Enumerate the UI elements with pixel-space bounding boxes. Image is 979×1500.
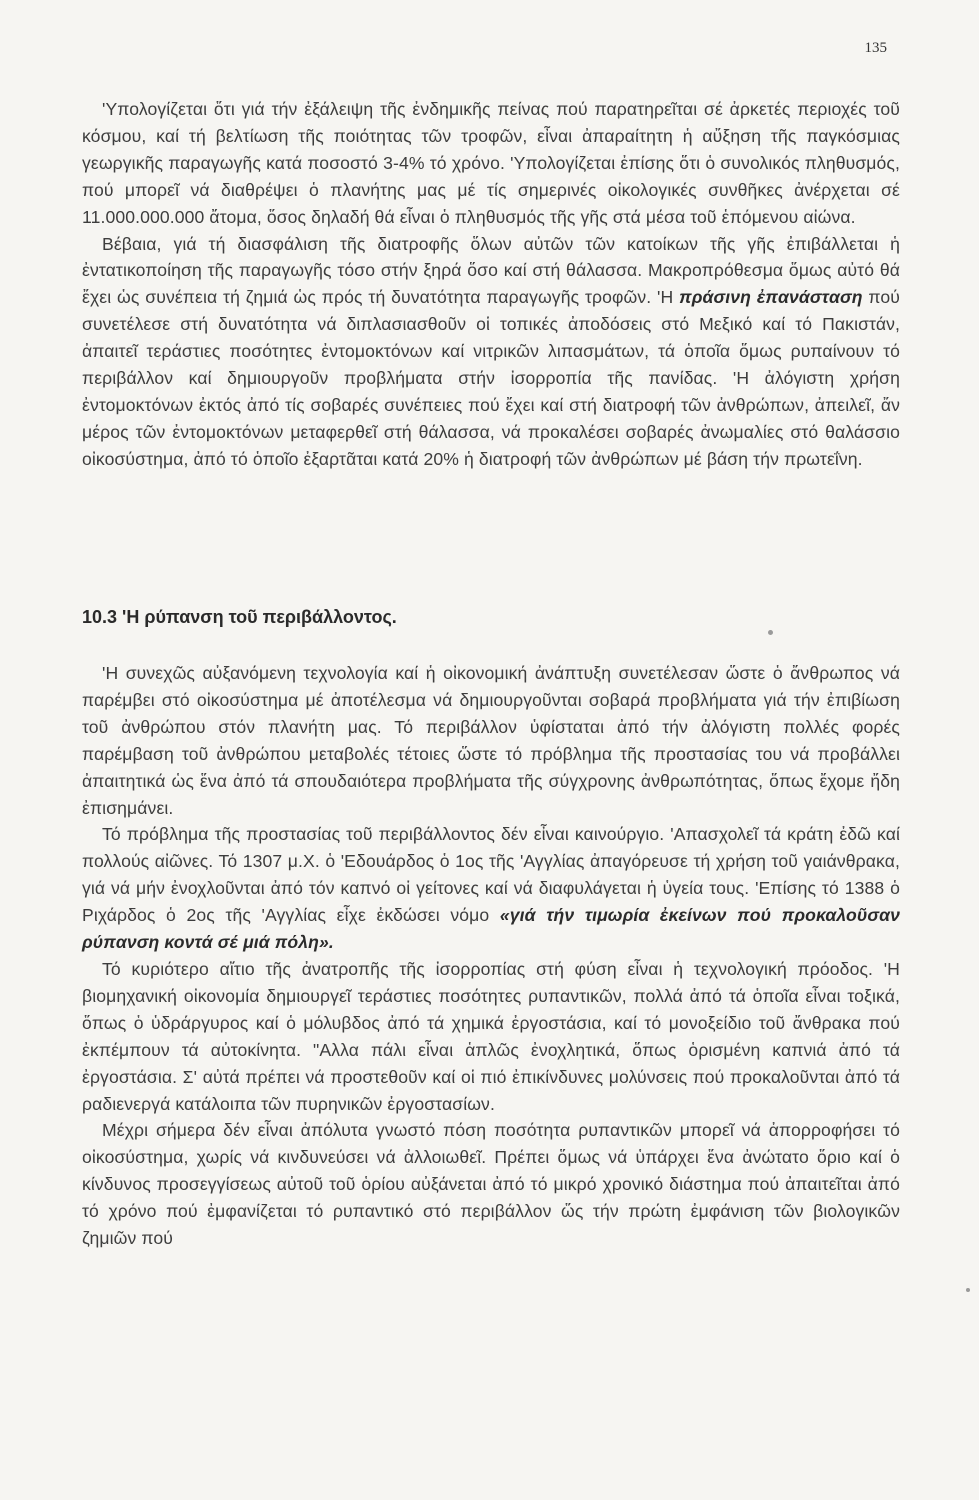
scan-speck — [966, 1288, 970, 1292]
text-run: Τό πρόβλημα τῆς προστασίας τοῦ περιβάλλοντος δέν εἶναι καινούργιο. 'Απασχολεῖ τά κράτη ἐδῶ καί πολλούς αἰῶνες. Τό 1307 μ.Χ. ὁ 'Εδουάρδος ὁ 1ος τῆς 'Αγγλίας ἀπαγόρευσε τή χρήση τοῦ γαιάνθρακα, γιά νά μήν ἐνοχλοῦνται ἀπό τόν καπνό οἱ γείτονες καί νά διαφυλάγεται ἡ ὑγεία τους. 'Επίσης τό 1388 ὁ Ριχάρδος ὁ 2ος τῆς 'Αγγλίας εἶχε ἐκδώσει νόμο — [82, 824, 900, 926]
section-heading: 10.3 'Η ρύπανση τοῦ περιβάλλοντος. — [82, 607, 397, 627]
paragraph: Μέχρι σήμερα δέν εἶναι ἀπόλυτα γνωστό πόση ποσότητα ρυπαντικῶν μπορεῖ νά ἀπορροφήσει τό οἰκοσύστημα, χωρίς νά κινδυνεύσει νά ἀλλοιωθεῖ. Πρέπει ὅμως νά ὑπάρχει ἕνα ἀνώτατο ὅριο καί ὁ κίνδυνος προσεγγίσεως αὐτοῦ τοῦ ὁρίου αὐξάνεται ἀπό τό μικρό χρονικό διάστημα πού ἀπαιτεῖται ἀπό τό χρόνο πού ἐμφανίζεται τό ρυπαντικό στό περιβάλλον ὥς τήν πρώτη ἐμφάνιση τῶν βιολογικῶν ζημιῶν πού — [82, 1120, 900, 1249]
emphasis-quote: «γιά τήν τιμωρία ἐκείνων πού προκαλοῦσαν ρύπανση κοντά σέ μιά πόλη». — [82, 905, 900, 953]
text-run: Βέβαια, γιά τή διασφάλιση τῆς διατροφῆς ὅλων αὐτῶν τῶν κατοίκων τῆς γῆς ἐπιβάλλεται ἡ ἐντατικοποίηση τῆς παραγωγῆς τόσο στήν ξηρά ὅσο καί στή θάλασσα. Μακροπρόθεσμα ὅμως αὐτό θά ἔχει ὡς συνέπεια τή ζημιά ὡς πρός τή δυνατότητα παραγωγῆς τροφῶν. 'Η — [82, 233, 900, 308]
text-block-food — [82, 96, 900, 473]
text-run: πού συνετέλεσε στή δυνατότητα νά διπλασιασθοῦν οἱ τοπικές ἀποδόσεις στό Μεξικό καί τό Πακιστάν, ἀπαιτεῖ τεράστιες ποσότητες ἐντομοκτόνων καί νιτρικῶν λιπασμάτων, τά ὁποῖα ὅμως ρυπαίνουν τό περιβάλλον καί δημιουργοῦν προβλήματα στήν ἰσορροπία τῆς πανίδας. 'Η ἀλόγιστη χρήση ἐντομοκτόνων ἐκτός ἀπό τίς σοβαρές συνέπειες πού ἔχει καί στή διατροφή τῶν ἀνθρώπων, ἀπειλεῖ, ἄν μέρος τῶν ἐντομοκτόνων μεταφερθεῖ στή θάλασσα, νά προκαλέσει σοβαρές ἀνωμαλίες στό θαλάσσιο οἰκοσύστημα, ἀπό τό ὁποῖο ἐξαρτᾶται κατά 20% ἡ διατροφή τῶν ἀνθρώπων μέ βάση τήν πρωτεΐνη. — [82, 287, 900, 469]
emphasis-term: πράσινη ἐπανάσταση — [679, 287, 863, 308]
paragraph: 'Υπολογίζεται ὅτι γιά τήν ἐξάλειψη τῆς ἐνδημικῆς πείνας πού παρατηρεῖται σέ ἀρκετές περιοχές τοῦ κόσμου, καί τή βελτίωση τῆς ποιότητας τῶν τροφῶν, εἶναι ἀπαραίτητη ἡ αὔξηση τῆς παγκόσμιας γεωργικῆς παραγωγῆς κατά ποσοστό 3-4% τό χρόνο. 'Υπολογίζεται ἐπίσης ὅτι ὁ συνολικός πληθυσμός, πού μπορεῖ νά διαθρέψει ὁ πλανήτης μας μέ τίς σημερινές οἰκολογικές συνθῆκες ἀνέρχεται σέ 11.000.000.000 ἄτομα, ὅσος δηλαδή θά εἶναι ὁ πληθυσμός τῆς γῆς στά μέσα τοῦ ἑπόμενου αἰώνα. — [82, 99, 900, 227]
paragraph: 'Η συνεχῶς αὐξανόμενη τεχνολογία καί ἡ οἰκονομική ἀνάπτυξη συνετέλεσαν ὥστε ὁ ἄνθρωπος νά παρέμβει στό οἰκοσύστημα μέ ἀποτέλεσμα νά δημιουργοῦνται σοβαρά προβλήματα γιά τήν ἐπιβίωση τοῦ ἀνθρώπου στόν πλανήτη μας. Τό περιβάλλον ὑφίσταται ἀπό τήν ἀλόγιστη πολλές φορές παρέμβαση τοῦ ἀνθρώπου μεταβολές τέτοιες ὥστε τό πρόβλημα τῆς προστασίας του νά προβάλλει ἀπαιτητικά ὡς ἕνα ἀπό τά σπουδαιότερα προβλήματα τῆς σύγχρονης ἀνθρωπότητας, ὅπως ἔχομε ἤδη ἐπισημάνει. — [82, 663, 900, 818]
page-number: 135 — [864, 40, 887, 56]
text-block-pollution — [82, 660, 900, 1252]
paragraph — [82, 231, 900, 473]
paragraph — [82, 821, 900, 956]
paragraph: Τό κυριότερο αἴτιο τῆς ἀνατροπῆς τῆς ἰσορροπίας στή φύση εἶναι ἡ τεχνολογική πρόοδος. 'Η βιομηχανική οἰκονομία δημιουργεῖ τεράστιες ποσότητες ρυπαντικῶν, πολλά ἀπό τά ὁποῖα εἶναι τοξικά, ὅπως ὁ ὑδράργυρος καί ὁ μόλυβδος ἀπό τά χημικά ἐργοστάσια, καί τό μονοξείδιο τοῦ ἄνθρακα πού ἐκπέμπουν τά αὐτοκίνητα. "Αλλα πάλι εἶναι ἁπλῶς ἐνοχλητικά, ὅπως ὁρισμένη καπνιά ἀπό τά ἐργοστάσια. Σ' αὐτά πρέπει νά προστεθοῦν καί οἱ πιό ἐπικίνδυνες μολύνσεις πού προκαλοῦνται ἀπό τά ραδιενεργά κατάλοιπα τῶν πυρηνικῶν ἐργοστασίων. — [82, 958, 900, 1114]
scan-speck — [768, 630, 773, 635]
